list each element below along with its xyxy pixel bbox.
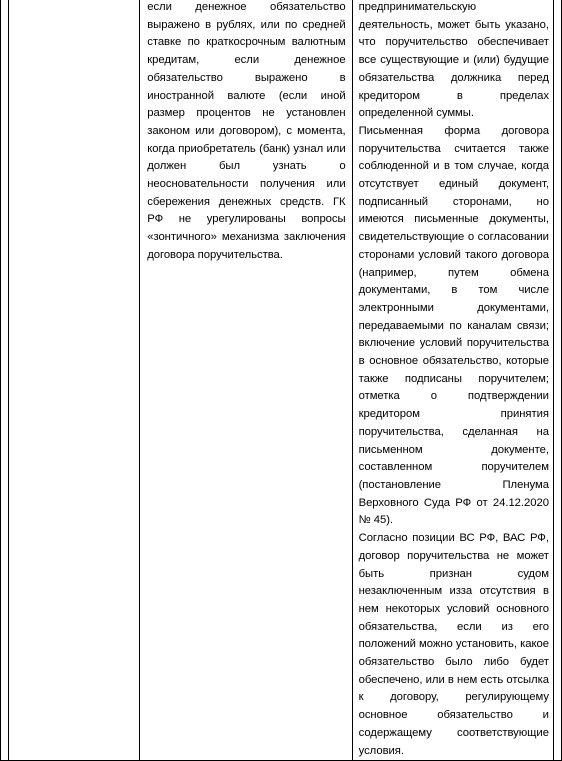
right-paragraph-2: Письменная форма договора поручительства считается также соблюденной и в том случае, когда отсутствует единый документ, подписанный сторонами, но имеются письменные документы, свидетельствующие о согласовании сторонами условий такого договора (например, путем обмена документами, в том числе электронными документами, передаваемыми по каналам связи; включение условий поручительства в основное обязательство, которые также подписаны поручителем; отметка о подтверждении кредитором принятия поручительства, сделанная на письменном документе, составленном поручителем (постановление Пленума Верховного Суда РФ от 24.12.2020 № 45). xyxy=(358,124,549,527)
table-row xyxy=(1,0,562,761)
table-cell-number xyxy=(1,0,9,761)
table-cell-edge xyxy=(553,0,561,761)
table-cell-topic xyxy=(9,0,140,761)
table-cell-right xyxy=(352,0,553,761)
right-paragraph-1: предпринимательскую деятельность, может быть указано, что поручительство обеспечивает все существующие и (или) будущие обязательства должника перед кредитором в пределах определенной суммы. xyxy=(358,1,549,120)
middle-paragraph: если денежное обязательство выражено в рублях, или по средней ставке по краткосрочным валютным кредитам, если денежное обязательство выражено в иностранной валюте (если иной размер процентов не установлен законом или договором), с момента, когда приобретатель (банк) узнал или должен был узнать о неосновательности получения или сбережения денежных средств. ГК РФ не урегулированы вопросы «зонтичного» механизма заключения договора поручительства. xyxy=(147,1,346,261)
table-cell-middle xyxy=(140,0,352,761)
right-paragraph-3: Согласно позиции ВС РФ, ВАС РФ, договор поручительства не может быть признан судом незаключенным изза отсутствия в нем некоторых условий основного обязательства, если из его положений можно установить, какое обязательство было либо будет обеспечено, или в нем есть отсылка к договору, регулирующему основное обязательство и содержащему соответствующие условия. xyxy=(358,532,549,757)
